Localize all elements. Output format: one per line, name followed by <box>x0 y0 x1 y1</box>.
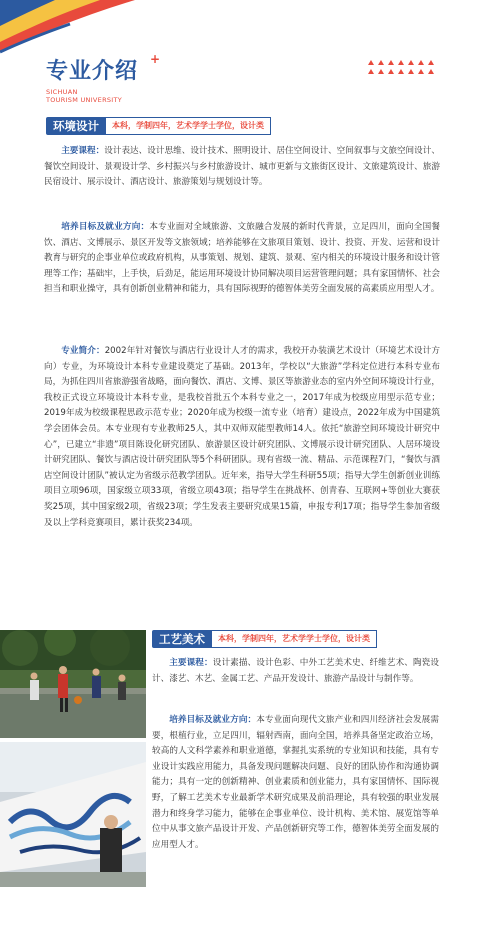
photo-mural-painting <box>0 742 146 887</box>
paragraph-main-courses <box>44 144 440 191</box>
section-tag: 本科，学制四年，艺术学学士学位，设计类 <box>106 117 271 135</box>
paragraph-label: 培养目标及就业方向： <box>169 715 257 725</box>
paragraph-main-courses-crafts <box>152 656 439 687</box>
paragraph-text: 设计表达、设计思维、设计技术、照明设计、居住空间设计、空间叙事与文旅空间设计、餐饮空间设计、景观设计学、乡村振兴与乡村旅游设计、城市更新与文旅街区设计、文旅建筑设计、旅游民宿设计、展示设计、酒店设计、旅游策划与规划设计等。 <box>44 146 440 188</box>
paragraph-label: 专业简介： <box>61 346 105 356</box>
paragraph-training-goals-crafts <box>152 713 439 853</box>
university-name-line-1: SICHUAN <box>46 88 78 96</box>
paragraph-introduction <box>44 344 440 531</box>
paragraph-text: 本专业面向现代文旅产业和四川经济社会发展需要，根植行业，立足四川，辐射西南，面向全国，培养具备坚定政治立场，较高的人文科学素养和职业道德，掌握扎实系统的专业知识和技能，具有专业设计实践应用能力，具备发现问题解决问题、良好的团队协作和沟通协调能力；具有一定的创新精神、创业素质和创业能力，具有家国情怀、国际视野，了解工艺美术专业最新学术研究成果及前沿理论，具有较强的职业发展潜力和终身学习能力，能够在企事业单位、设计机构、美术馆、展览馆等单位中从事文旅产品设计开发、产品创新研究等工作，德智体美劳全面发展的应用型人才。 <box>152 715 439 850</box>
paragraph-label: 主要课程： <box>61 146 105 156</box>
section-header-environment-design <box>46 117 271 135</box>
photo-basketball-students <box>0 630 146 738</box>
corner-swoosh-decoration <box>0 0 150 60</box>
section-title: 工艺美术 <box>152 630 212 648</box>
paragraph-text: 2002年针对餐饮与酒店行业设计人才的需求，我校开办装潢艺术设计（环境艺术设计方向）专业，为环境设计本科专业建设奠定了基础。2013年，学校以“大旅游”学科定位进行本科专业布局，为抓住四川省旅游强省战略，面向餐饮、酒店、文博、景区等旅游业态的室内外空间环境设计行业，我校正式设立环境设计本科专业，是我校首批五个本科专业之一，2017年成为校级应用型示范专业；2019年成为校级课程思政示范专业；2020年成为校级一流专业（培育）建设点，2022年成为中国建筑学会团体会员。本专业现有专业教师25人，其中双师双能型教师14人。依托“旅游空间环境设计研究中心”，已建立“非遗”项目陈设化研究团队、旅游景区设计研究团队、文博展示设计研究团队、人居环境设计研究团队、餐饮与酒店设计研究团队等5个科研团队。现有省级一流、精品、示范课程7门，“餐饮与酒店空间设计团队”被认定为省级示范教学团队。近年来，指导大学生科研55项；指导大学生创新创业训练项目立项96项，国家级立项33项，省级立项43项；指导学生在挑战杯、创青春、互联网+等创业大赛获奖25项，其中国家级2项，省级23项；学生发表主要研究成果15篇，申报专利17项；指导学生参加省级及以上学科竞赛项目，累计获奖234项。 <box>44 346 440 528</box>
paragraph-text: 设计素描、设计色彩、中外工艺美术史、纤维艺术、陶瓷设计、漆艺、木艺、金属工艺、产品开发设计、旅游产品设计与制作等。 <box>152 658 439 684</box>
university-name-line-2: TOURISM UNIVERSITY <box>46 96 123 104</box>
paragraph-text: 本专业面对全域旅游、文旅融合发展的新时代背景，立足四川，面向全国餐饮、酒店、文博展示、景区开发等文旅领域；培养能够在文旅项目策划、设计、投资、开发、运营和设计教育与研究的企事业单位或政府机构，从事策划、规划、建筑、景观、室内相关的环境设计服务和设计管理等工作；基础牢，上手快，后劲足，能运用环境设计协同解决项目运营管理问题；具有家国情怀、社会担当和职业操守，具有创新创业精神和能力，具有国际视野的德智体美劳全面发展的高素质应用型人才。 <box>44 222 440 295</box>
paragraph-training-goals <box>44 220 440 298</box>
page-title: 专业介绍 <box>46 59 139 84</box>
triangle-pattern-decoration <box>366 58 438 76</box>
section-header-arts-crafts <box>152 630 377 648</box>
plus-decoration: + <box>150 52 161 66</box>
section-title: 环境设计 <box>46 117 106 135</box>
paragraph-label: 主要课程： <box>169 658 213 668</box>
section-tag: 本科，学制四年，艺术学学士学位，设计类 <box>212 630 377 648</box>
paragraph-label: 培养目标及就业方向： <box>61 222 150 232</box>
university-name-en <box>46 88 166 104</box>
